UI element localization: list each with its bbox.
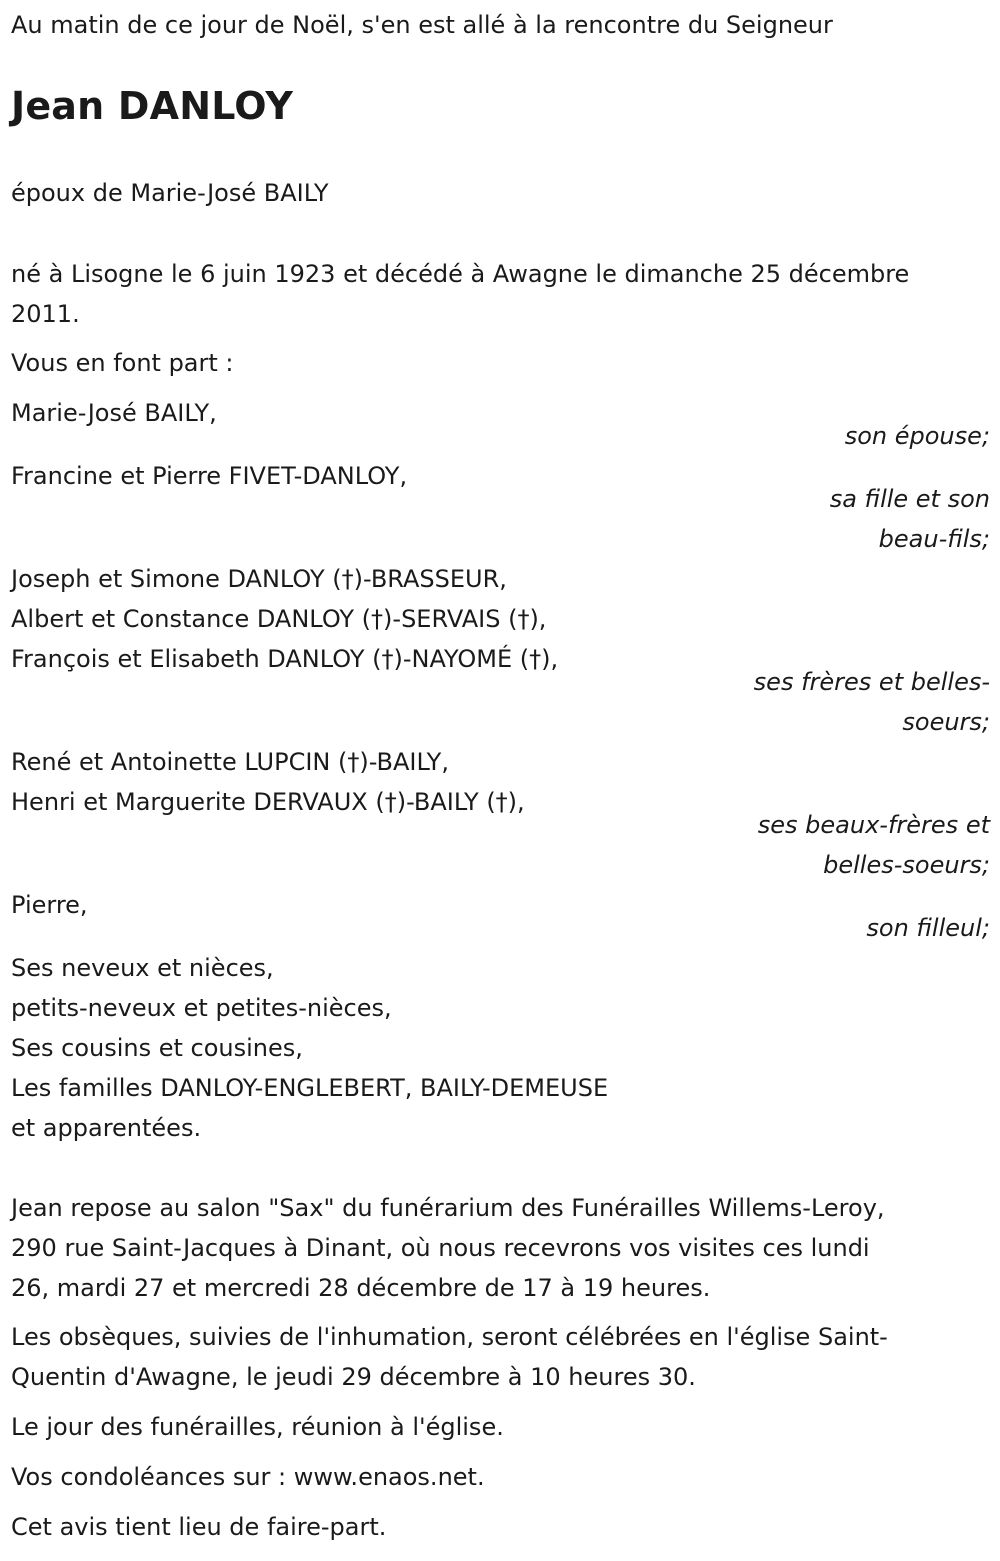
birth-death-line-2: 2011. xyxy=(11,300,80,328)
visitation-line: 290 rue Saint-Jacques à Dinant, où nous recevrons vos visites ces lundi xyxy=(11,1234,870,1262)
relation-line: soeurs; xyxy=(902,708,990,736)
family-name-line: Pierre, xyxy=(11,891,88,919)
relation-line: beau-fils; xyxy=(878,525,990,553)
family-name-line: Henri et Marguerite DERVAUX (†)-BAILY (†), xyxy=(11,788,525,816)
birth-death-line-1: né à Lisogne le 6 juin 1923 et décédé à Awagne le dimanche 25 décembre xyxy=(11,260,910,288)
family-name-line: Marie-José BAILY, xyxy=(11,399,217,427)
relation-line: ses frères et belles- xyxy=(753,668,990,696)
visitation-line: Jean repose au salon "Sax" du funérarium des Funérailles Willems-Leroy, xyxy=(11,1194,885,1222)
family-name-line: Albert et Constance DANLOY (†)-SERVAIS (†), xyxy=(11,605,547,633)
relatives-line: et apparentées. xyxy=(11,1114,202,1142)
intro-text: Au matin de ce jour de Noël, s'en est allé à la rencontre du Seigneur xyxy=(11,11,833,39)
relatives-line: Ses neveux et nièces, xyxy=(11,954,274,982)
notice-text: Cet avis tient lieu de faire-part. xyxy=(11,1513,387,1541)
visitation-line: 26, mardi 27 et mercredi 28 décembre de 17 à 19 heures. xyxy=(11,1274,711,1302)
announce-intro: Vous en font part : xyxy=(11,349,234,377)
relation-line: sa fille et son xyxy=(829,485,990,513)
family-name-line: François et Elisabeth DANLOY (†)-NAYOMÉ (†), xyxy=(11,645,559,673)
funeral-line: Quentin d'Awagne, le jeudi 29 décembre à 10 heures 30. xyxy=(11,1363,696,1391)
relation-line: ses beaux-frères et xyxy=(757,811,990,839)
meeting-text: Le jour des funérailles, réunion à l'église. xyxy=(11,1413,504,1441)
funeral-line: Les obsèques, suivies de l'inhumation, seront célébrées en l'église Saint- xyxy=(11,1323,888,1351)
family-name-line: Joseph et Simone DANLOY (†)-BRASSEUR, xyxy=(11,565,507,593)
family-name-line: René et Antoinette LUPCIN (†)-BAILY, xyxy=(11,748,449,776)
deceased-name: Jean DANLOY xyxy=(11,84,294,128)
relatives-line: Ses cousins et cousines, xyxy=(11,1034,303,1062)
relation-line: son épouse; xyxy=(844,422,990,450)
relatives-line: Les familles DANLOY-ENGLEBERT, BAILY-DEMEUSE xyxy=(11,1074,609,1102)
condolences-text: Vos condoléances sur : www.enaos.net. xyxy=(11,1463,485,1491)
family-name-line: Francine et Pierre FIVET-DANLOY, xyxy=(11,462,408,490)
relation-line: belles-soeurs; xyxy=(823,851,990,879)
relation-line: son filleul; xyxy=(866,914,990,942)
spouse-line: époux de Marie-José BAILY xyxy=(11,179,329,207)
relatives-line: petits-neveux et petites-nièces, xyxy=(11,994,392,1022)
